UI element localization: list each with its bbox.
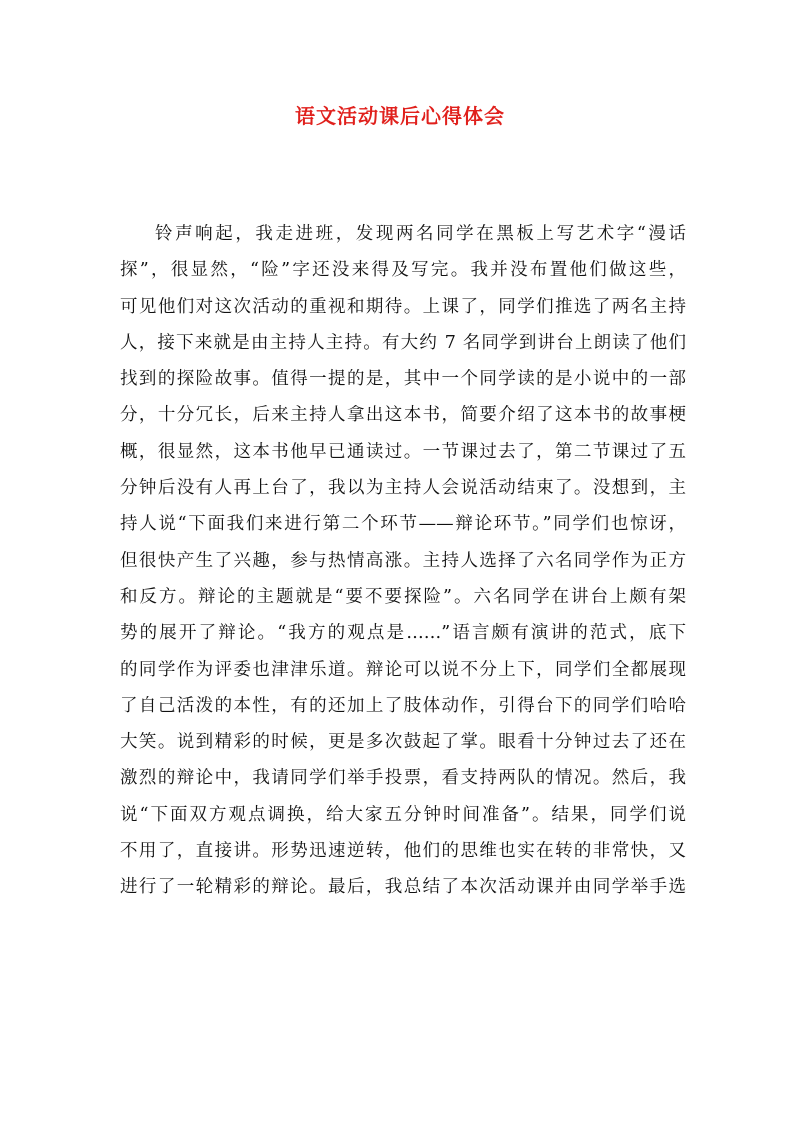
document-title: 语文活动课后心得体会 — [295, 104, 505, 128]
document-body — [120, 216, 686, 906]
body-line: 探”，很显然，“险”字还没来得及写完。我并没布置他们做这些， — [120, 260, 686, 281]
body-line: 势的展开了辩论。“我方的观点是……”语言颇有演讲的范式，底下 — [120, 623, 686, 644]
body-line: 进行了一轮精彩的辩论。最后，我总结了本次活动课并由同学举手选 — [120, 877, 686, 898]
body-line: 概，很显然，这本书他早已通读过。一节课过去了，第二节课过了五 — [120, 441, 686, 462]
body-line: 持人说“下面我们来进行第二个环节——辩论环节。”同学们也惊讶， — [120, 514, 686, 535]
body-line: 人，接下来就是由主持人主持。有大约 7 名同学到讲台上朗读了他们 — [120, 332, 686, 353]
body-line: 的同学作为评委也津津乐道。辩论可以说不分上下，同学们全都展现 — [120, 659, 686, 680]
body-line: 但很快产生了兴趣，参与热情高涨。主持人选择了六名同学作为正方 — [120, 550, 686, 571]
body-line: 分，十分冗长，后来主持人拿出这本书，简要介绍了这本书的故事梗 — [120, 405, 686, 426]
body-line: 激烈的辩论中，我请同学们举手投票，看支持两队的情况。然后，我 — [120, 768, 686, 789]
body-line: 不用了，直接讲。形势迅速逆转，他们的思维也实在转的非常快，又 — [120, 841, 686, 862]
body-line: 和反方。辩论的主题就是“要不要探险”。六名同学在讲台上颇有架 — [120, 586, 686, 607]
body-line: 可见他们对这次活动的重视和期待。上课了，同学们推选了两名主持 — [120, 296, 686, 317]
body-line: 分钟后没有人再上台了，我以为主持人会说活动结束了。没想到，主 — [120, 478, 686, 499]
body-line: 找到的探险故事。值得一提的是，其中一个同学读的是小说中的一部 — [120, 369, 686, 390]
body-line: 铃声响起，我走进班，发现两名同学在黑板上写艺术字“漫话 — [155, 224, 686, 244]
body-line: 说“下面双方观点调换，给大家五分钟时间准备”。结果，同学们说 — [120, 804, 686, 825]
body-line: 大笑。说到精彩的时候，更是多次鼓起了掌。眼看十分钟过去了还在 — [120, 732, 686, 753]
body-line: 了自己活泼的本性，有的还加上了肢体动作，引得台下的同学们哈哈 — [120, 695, 686, 716]
